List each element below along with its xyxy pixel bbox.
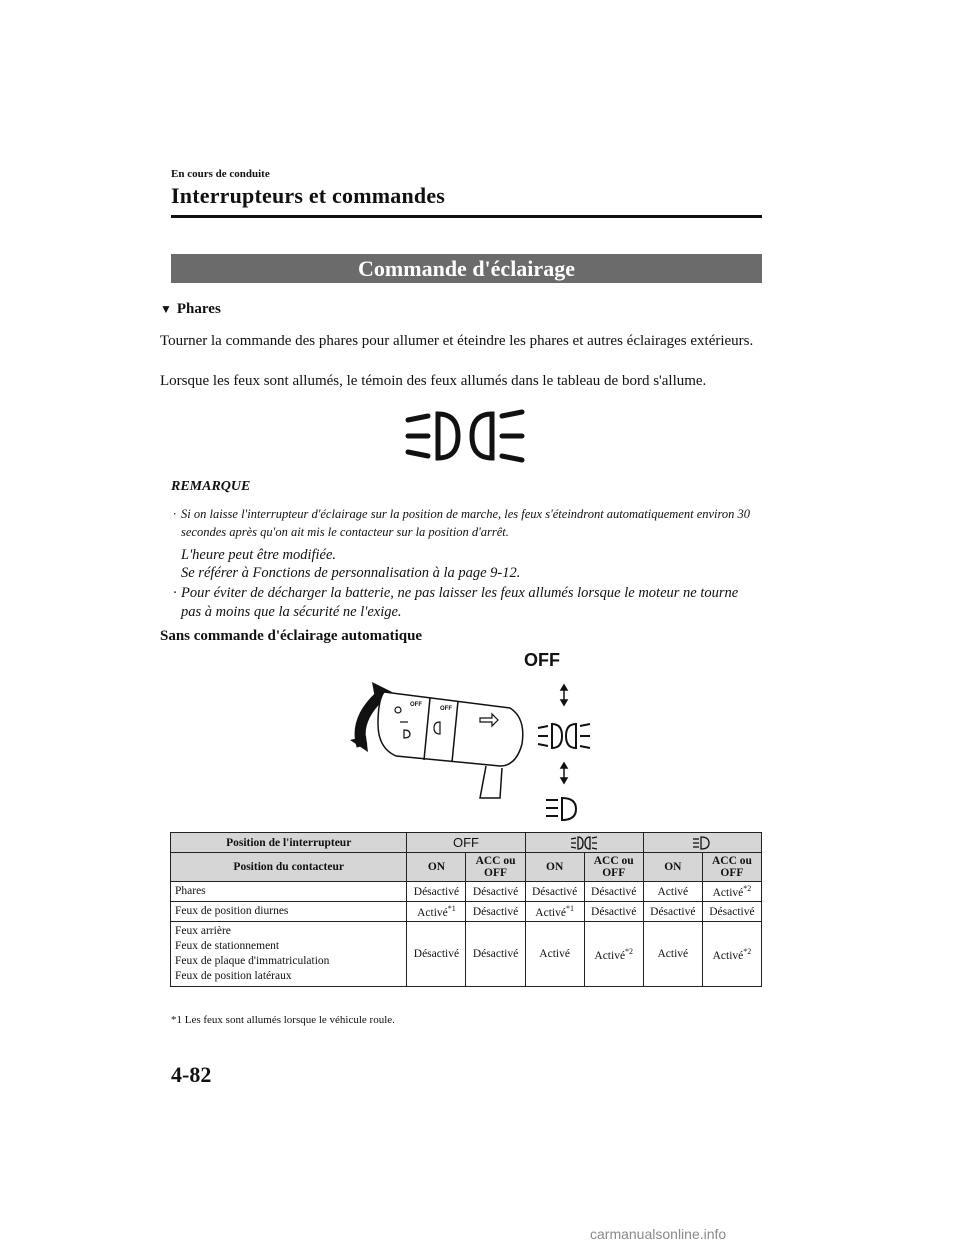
cell-value: Désactivé (413, 948, 460, 960)
row-label-line: Feux arrière (175, 925, 231, 937)
row-label (171, 922, 407, 987)
table-cell (584, 882, 643, 902)
header-switch-position: Position de l'interrupteur (171, 833, 407, 853)
table-cell (643, 902, 702, 922)
bullet-dot: · (173, 507, 177, 521)
stalk-marking-off-2: OFF (440, 706, 452, 712)
table-cell (702, 922, 761, 987)
header-headlights (643, 833, 761, 853)
cell-value: Activé (712, 949, 744, 962)
table-row (171, 882, 762, 902)
table-cell (702, 902, 761, 922)
table-cell (584, 902, 643, 922)
lights-on-indicator-icon (402, 406, 528, 466)
cell-value: Désactivé (472, 905, 519, 918)
cell-value: Désactivé (472, 948, 519, 960)
watermark: carmanualsonline.info (590, 1226, 727, 1242)
table-cell (466, 882, 525, 902)
ignition-acc-off: ACC ou OFF (466, 853, 525, 882)
note-item-1-reference: Se référer à Fonctions de personnalisation à la page 9-12. (181, 565, 521, 581)
position-lights-figure-icon (538, 724, 590, 748)
table-cell (407, 902, 466, 922)
cell-footnote-mark: *2 (743, 946, 752, 956)
cell-footnote-mark: *2 (625, 946, 634, 956)
cell-value: Désactivé (591, 905, 637, 918)
row-label-line: Feux de position latéraux (175, 970, 292, 982)
cell-value: Activé (657, 885, 689, 898)
note-item-1-detail: L'heure peut être modifiée. (181, 547, 337, 563)
table-cell (702, 882, 761, 902)
triangle-down-icon: ▼ (160, 302, 172, 316)
chapter-title: En cours de conduite (171, 168, 270, 180)
header-position-lights (525, 833, 643, 853)
table-row (171, 902, 762, 922)
table-cell (584, 922, 643, 987)
table-cell (407, 922, 466, 987)
ignition-acc-off: ACC ou OFF (702, 853, 761, 882)
ignition-on: ON (525, 853, 584, 882)
cell-footnote-mark: *1 (565, 904, 574, 914)
light-switch-illustration (340, 648, 600, 824)
topic-banner: Commande d'éclairage (171, 254, 762, 283)
table-cell (643, 882, 702, 902)
cell-value: Activé (594, 949, 626, 962)
table-cell (466, 902, 525, 922)
cell-value: Activé (535, 906, 566, 919)
table-cell (525, 882, 584, 902)
note-item-1-text: Si on laisse l'interrupteur d'éclairage sur la position de marche, les feux s'éteindront automatiquement environ 30 secondes après qu'on ait mis le contacteur sur la position d'arrêt. (181, 507, 751, 539)
phares-paragraph-2: Lorsque les feux sont allumés, le témoin des feux allumés dans le tableau de bord s'allume. (160, 373, 707, 389)
cell-footnote-mark: *2 (743, 884, 752, 894)
table-cell (407, 882, 466, 902)
note-item-1 (173, 505, 761, 541)
section-title: Interrupteurs et commandes (171, 183, 446, 208)
table-ignition-row (171, 853, 762, 882)
footnote: *1 Les feux sont allumés lorsque le véhicule roule. (171, 1014, 395, 1026)
headlights-icon (692, 836, 712, 850)
ignition-acc-off: ACC ou OFF (584, 853, 643, 882)
position-lights-icon (570, 836, 598, 850)
ignition-on: ON (643, 853, 702, 882)
cell-value: Désactivé (709, 905, 755, 918)
cell-value: Désactivé (531, 885, 578, 898)
phares-heading (160, 301, 221, 318)
row-label-line: Feux de stationnement (175, 940, 280, 952)
row-label (171, 882, 407, 902)
note-item-2 (173, 584, 761, 622)
table-header-row (171, 833, 762, 853)
sans-auto-heading: Sans commande d'éclairage automatique (160, 628, 423, 644)
cell-footnote-mark: *1 (447, 904, 456, 914)
bullet-dot: · (173, 585, 177, 601)
cell-value: Désactivé (472, 885, 519, 898)
table-cell (643, 922, 702, 987)
cell-value: Désactivé (650, 905, 696, 918)
page-number: 4-82 (171, 1062, 212, 1087)
figure-off-label: OFF (524, 650, 560, 670)
headlights-figure-icon (546, 798, 576, 820)
note-item-2-text: Pour éviter de décharger la batterie, ne pas laisser les feux allumés lorsque le moteur ne tourne pas à moins que la sécurité ne l'exige. (181, 585, 739, 620)
header-ignition-position: Position du contacteur (171, 853, 407, 882)
row-label-line: Phares (175, 885, 206, 897)
row-label-line: Feux de position diurnes (175, 905, 289, 917)
table-cell (525, 922, 584, 987)
cell-value: Activé (712, 886, 744, 899)
cell-value: Désactivé (591, 885, 637, 898)
cell-value: Activé (539, 948, 570, 960)
cell-value: Activé (657, 948, 689, 960)
note-title: REMARQUE (171, 479, 251, 494)
phares-paragraph-1: Tourner la commande des phares pour allumer et éteindre les phares et autres éclairages extérieurs. (160, 333, 754, 349)
header-off: OFF (407, 833, 525, 853)
row-label-line: Feux de plaque d'immatriculation (175, 955, 330, 967)
cell-value: Activé (417, 906, 448, 919)
cell-value: Désactivé (413, 885, 460, 898)
table-cell (525, 902, 584, 922)
section-divider (171, 215, 762, 218)
table-row (171, 922, 762, 987)
stalk-marking-off: OFF (410, 702, 422, 708)
ignition-on: ON (407, 853, 466, 882)
phares-heading-text: Phares (176, 301, 221, 317)
light-position-table (170, 832, 762, 987)
row-label (171, 902, 407, 922)
table-cell (466, 922, 525, 987)
